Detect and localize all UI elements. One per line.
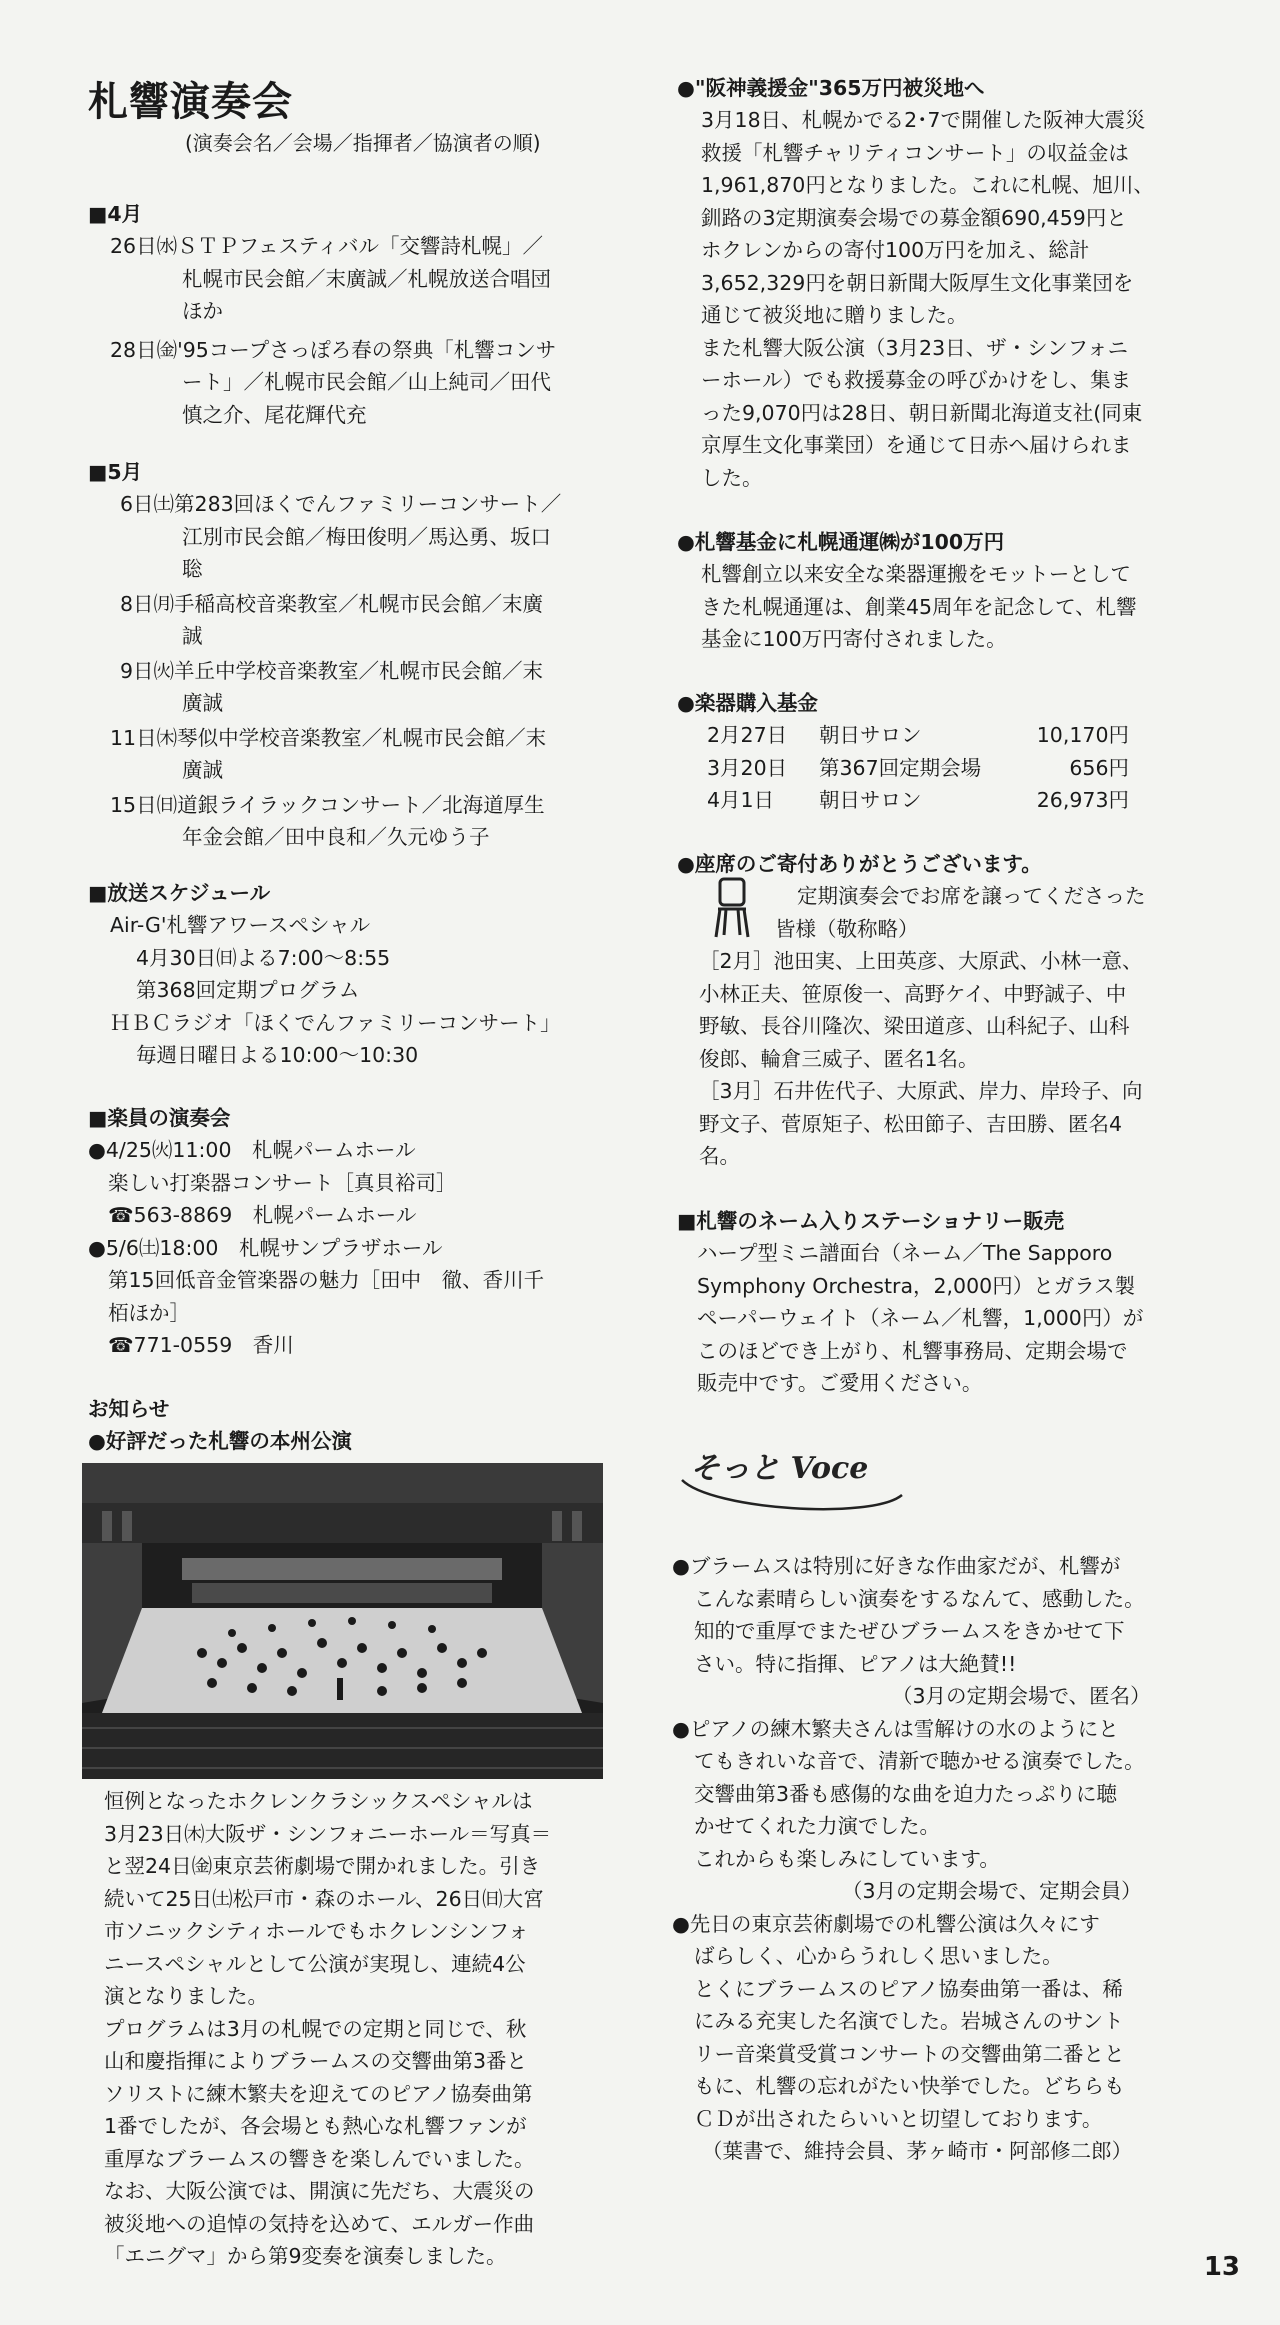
broadcast-section [88,877,618,1072]
broadcast-line: 毎週日曜日よる10:00～10:30 [136,1043,419,1067]
body-line: ● 先日の東京芸術劇場での札響公演は久々にす [672,1908,1212,1941]
list-item [110,722,618,787]
event-line: 9日㈫羊丘中学校音楽教室／札幌市民会館／末 [120,658,544,683]
body-line: 札響創立以来安全な楽器運搬をモットーとして [701,562,1131,586]
body-line: ● ブラームスは特別に好きな作曲家だが、札響が [672,1550,1212,1583]
page-subtitle: (演奏会名／会場／指揮者／協演者の順) [185,131,541,155]
concert-line: 楽しい打楽器コンサート［真貝裕司］ [108,1170,457,1195]
fund-heading: ● 札響基金に札幌通運㈱が100万円 [677,526,1217,558]
body-line: 俊郎、輪倉三威子、匿名1名。 [699,1046,979,1071]
april-list [88,230,618,431]
body-line: 通じて被災地に贈りました。 [701,303,968,327]
body-line: ［2月］池田実、上田英彦、大原武、小林一意、 [699,949,1143,973]
body-line: ソリストに練木繁夫を迎えてのピアノ協奏曲第 [104,2081,533,2106]
body-line: 1番でしたが、各会場とも熱心な札響ファンが [104,2114,527,2138]
body-line: てもきれいな音で、清新で聴かせる演奏でした。 [694,1749,1145,1773]
body-line: 3月23日㈭大阪ザ・シンフォニーホール＝写真＝ [104,1821,552,1846]
event-line: 8日㈪手稲高校音楽教室／札幌市民会館／末廣 [120,591,544,616]
event-line: 15日㈰道銀ライラックコンサート／北海道厚生 [110,792,545,817]
body-line: 3月18日、札幌かでる2･7で開催した阪神大震災 [701,108,1146,132]
event-line: 誠 [182,624,203,648]
page-title: 札響演奏会 [88,79,293,125]
body-line: 定期演奏会でお席を譲ってくださった [797,884,1146,908]
body-line: 京厚生文化事業団）を通じて日赤へ届けられま [701,433,1132,457]
list-item [110,588,618,653]
body-line: さい。特に指揮、ピアノは大絶賛!! [694,1651,1017,1676]
row-amount: 10,170円 [1036,723,1129,747]
seats-section [677,848,1217,1173]
body-line: 重厚なブラームスの響きを楽しんでいました。 [104,2146,535,2171]
members-section [88,1102,618,1362]
list-item [110,230,618,328]
row-date: 2月27日 [707,723,788,747]
body-line: 基金に100万円寄付されました。 [701,627,1007,651]
orchestra-photo [82,1463,603,1779]
table-row [677,719,1217,752]
event-line: 聡 [182,557,203,581]
event-line: 28日㈮'95コープさっぽろ春の祭典「札響コンサ [110,337,557,362]
members-heading: ■ 楽員の演奏会 [88,1102,618,1134]
body-line: 釧路の3定期演奏会場での募金額690,459円と [701,205,1127,230]
concert-line: 栢ほか］ [108,1300,190,1325]
body-line: ＣＤが出されたらいいと切望しております。 [694,2106,1103,2131]
broadcast-line: Air-G'札響アワースペシャル [110,913,371,937]
body-line: 恒例となったホクレンクラシックスペシャルは [104,1789,533,1813]
body-line: 演となりました。 [104,1984,268,2008]
body-line: 救援「札響チャリティコンサート」の収益金は [701,140,1129,165]
body-line: また札響大阪公演（3月23日、ザ・シンフォニ [701,335,1129,360]
may-heading: ■ 5月 [88,456,618,488]
body-line: と翌24日㈮東京芸術劇場で開かれました。引き [104,1854,541,1878]
event-line: 年金会館／田中良和／久元ゆう子 [182,825,490,849]
notice-body [104,1785,624,2273]
april-heading: ■ 4月 [88,198,618,230]
body-line: ーホール）でも救援募金の呼びかけをし、集ま [701,368,1132,392]
notice-label: お知らせ [88,1397,170,1421]
hanshin-section [677,72,1217,494]
stationery-section [677,1205,1217,1400]
table-row [677,784,1217,817]
event-line: 慎之介、尾花輝代充 [182,402,367,427]
row-date: 3月20日 [707,755,788,780]
event-line: 札幌市民会館／末廣誠／札幌放送合唱団 [182,266,551,291]
broadcast-line: 4月30日㈰よる7:00～8:55 [136,945,391,970]
broadcast-line: 第368回定期プログラム [136,978,360,1002]
body-line: 被災地への追悼の気持を込めて、エルガー作曲 [104,2211,535,2236]
body-line: 販売中です。ご愛用ください。 [697,1371,983,1395]
table-row [677,752,1217,785]
event-line: ート」／札幌市民会館／山上純司／田代 [182,370,551,394]
list-item [110,789,618,854]
voice-entry [672,1908,1212,2168]
body-line: 市ソニックシティホールでもホクレンシンフォ [104,1919,529,1943]
body-line: 交響曲第3番も感傷的な曲を迫力たっぷりに聴 [694,1781,1118,1806]
body-line: ● ピアノの練木繁夫さんは雪解けの水のようにと [672,1713,1212,1746]
event-line: 26日㈬ＳＴＰフェスティバル「交響詩札幌」／ [110,234,544,258]
body-line: 続いて25日㈯松戸市・森のホール、26日㈰大宮 [104,1886,544,1911]
voice-signature: （3月の定期会場で、定期会員） [842,1879,1142,1903]
body-line: にみる充実した名演でした。岩城さんのサント [694,2009,1124,2033]
voice-entry [672,1550,1212,1713]
body-line: もに、札響の忘れがたい快挙でした。どちらも [694,2074,1125,2098]
row-place: 第367回定期会場 [819,755,982,780]
row-date: 4月1日 [707,788,775,812]
notice-heading: ● 好評だった札響の本州公演 [88,1425,618,1457]
voce-logo-icon [672,1440,912,1520]
list-item [110,488,618,586]
body-line: 名。 [699,1144,740,1168]
voice-signature: （葉書で、維持会員、茅ヶ崎市・阿部修二郎） [702,2139,1133,2163]
may-section [88,456,618,854]
concert-line: 第15回低音金管楽器の魅力［田中 徹、香川千 [108,1268,545,1292]
body-line: なお、大阪公演では、開演に先だち、大震災の [104,2179,535,2203]
body-line: った9,070円は28日、朝日新聞北海道支社(同東 [701,400,1143,425]
seats-heading: ● 座席のご寄付ありがとうございます。 [677,848,1217,880]
broadcast-heading: ■ 放送スケジュール [88,877,618,909]
voice-entry [672,1713,1212,1908]
body-line: ホクレンからの寄付100万円を加え、総計 [701,238,1090,262]
event-line: 江別市民会館／梅田俊明／馬込勇、坂口 [182,524,551,549]
body-line: ペーパーウェイト（ネーム／札響，1,000円）が [697,1306,1144,1330]
concert-phone: ☎563-8869 札幌パームホール [108,1203,417,1227]
list-item [110,655,618,720]
concert-line: ● 4/25㈫11:00 札幌パームホール [88,1134,618,1167]
event-line: ほか [182,299,223,323]
concert-line: ● 5/6㈯18:00 札幌サンプラザホール [88,1232,618,1265]
may-list [88,488,618,854]
body-line: した。 [701,465,763,490]
body-line: 野文子、菅原矩子、松田節子、吉田勝、匿名4 [699,1111,1123,1136]
body-line: 野敏、長谷川隆次、梁田道彦、山科紀子、山科 [699,1014,1130,1038]
chair-icon [712,877,752,939]
event-line: 廣誠 [182,758,223,782]
broadcast-line: ＨＢＣラジオ「ほくでんファミリーコンサート」 [110,1010,561,1035]
voice-section [672,1550,1212,2168]
instrument-section [677,687,1217,817]
row-place: 朝日サロン [819,788,922,812]
body-line: かせてくれた力演でした。 [694,1814,940,1838]
body-line: 皆様（敬称略） [775,916,919,941]
april-section [88,198,618,431]
body-line: プログラムは3月の札幌での定期と同じで、秋 [104,2016,527,2041]
body-line: 「エニグマ」から第9変奏を演奏しました。 [104,2244,507,2268]
body-line: 小林正夫、笹原俊一、高野ケイ、中野誠子、中 [699,981,1127,1006]
body-line: こんな素晴らしい演奏をするなんて、感動した。 [694,1586,1145,1611]
body-line: ニースペシャルとして公演が実現し、連続4公 [104,1951,526,1976]
voce-logo-text: そっと Voce [690,1451,869,1486]
instrument-heading: ● 楽器購入基金 [677,687,1217,719]
body-line: とくにブラームスのピアノ協奏曲第一番は、稀 [694,1976,1123,2001]
body-line: 山和慶指揮によりブラームスの交響曲第3番と [104,2049,528,2073]
fund-section [677,526,1217,656]
body-line: Symphony Orchestra，2,000円）とガラス製 [697,1273,1136,1298]
row-place: 朝日サロン [819,723,922,747]
body-line: 知的で重厚でまたぜひブラームスをきかせて下 [694,1619,1125,1643]
event-line: 6日㈯第283回ほくでんファミリーコンサート／ [120,492,562,516]
concert-phone: ☎771-0559 香川 [108,1333,294,1357]
event-line: 11日㈭琴似中学校音楽教室／札幌市民会館／末 [110,725,547,750]
body-line: このほどでき上がり、札響事務局、定期会場で [697,1338,1128,1363]
row-amount: 656円 [1069,755,1129,780]
list-item [110,334,618,432]
stationery-heading: ■ 札響のネーム入りステーショナリー販売 [677,1205,1217,1237]
body-line: これからも楽しみにしています。 [694,1846,1000,1871]
body-line: 1,961,870円となりました。これに札幌、旭川、 [701,173,1154,197]
notice-section [88,1393,618,1457]
event-line: 廣誠 [182,691,223,715]
body-line: リー音楽賞受賞コンサートの交響曲第二番とと [694,2041,1125,2066]
hanshin-heading: ● "阪神義援金"365万円被災地へ [677,72,1217,104]
body-line: ハープ型ミニ譜面台（ネーム／The Sapporo [697,1241,1113,1265]
voice-signature: （3月の定期会場で、匿名） [892,1684,1151,1708]
page-number: 13 [1203,2252,1240,2282]
body-line: ばらしく、心からうれしく思いました。 [694,1944,1063,1968]
body-line: きた札幌通運は、創業45周年を記念して、札響 [701,594,1137,619]
body-line: 3,652,329円を朝日新聞大阪厚生文化事業団を [701,270,1134,295]
row-amount: 26,973円 [1036,788,1129,812]
body-line: ［3月］石井佐代子、大原武、岸力、岸玲子、向 [699,1079,1143,1103]
